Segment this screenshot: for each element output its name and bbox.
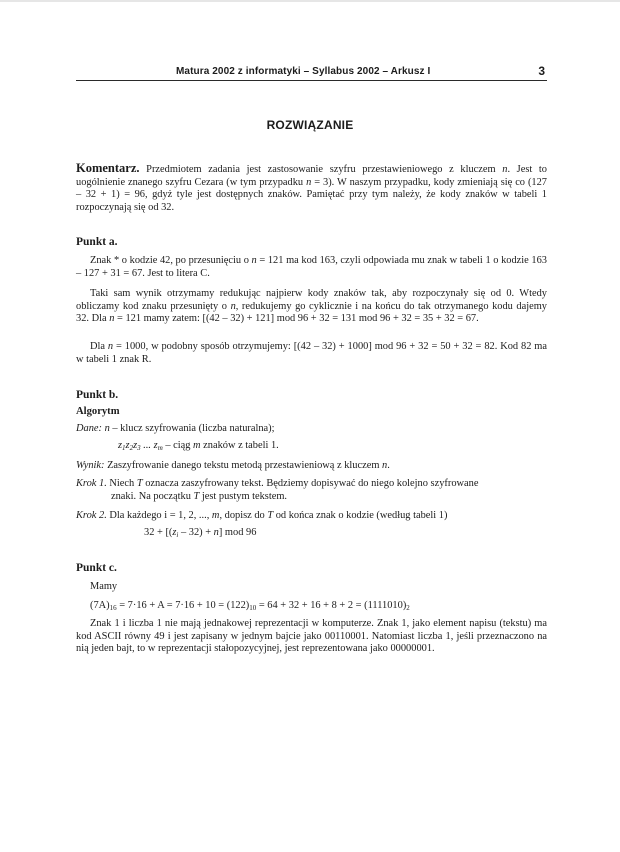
mamy-text: Mamy [90,581,118,592]
krok-1-line: Krok 1. Niech T oznacza zaszyfrowany tekst. Będziemy dopisywać do niego kolejno szyfrowane [76,478,479,489]
krok-1-line-2: znaki. Na początku T jest pustym tekstem. [111,491,288,502]
krok-2-line: Krok 2. Dla każdego i = 1, 2, ..., m, dopisz do T od końca znak o kodzie (według tabeli 1) [76,510,448,521]
sequence-line: $z_1z_2z_3$ ... $z_m$ – ciąg m znaków z tabeli 1. [118,440,279,452]
punkt-c-paragraph: Znak 1 i liczba 1 nie mają jednakowej reprezentacji w komputerze. Znak 1, jako element napisu (tekstu) ma kod ASCII równy 49 i jest zapisany w jednym bajcie jako 00110001. Natomiast liczba 1, jeśli przeznaczono na nią jeden bajt, to w reprezentacji stałopozycyjnej, jest reprezentowana jako 00000001. [76,618,547,655]
punkt-a-paragraph-1: Znak * o kodzie 42, po przesunięciu o n = 121 ma kod 163, czyli odpowiada mu znak w tabeli 1 o kodzie 163 – 127 + 31 = 67. Jest to litera C. [76,255,547,279]
cipher-formula: $32 + [(z_i - 32) + n]$ mod 96 [144,527,257,539]
punkt-a-paragraph-2: Taki sam wynik otrzymamy redukując najpierw kody znaków tak, aby rozpoczynały się od 0. Wtedy obliczamy kod znaku przesunięty o n, redukujemy go cyklicznie i na końcu do tak otrzymanego kodu dajemy 32. Dla n = 121 mamy zatem: [(42 – 32) + 121] mod 96 + 32 = 131 mod 96 + 32 = 35 + 32 = 67. [76,288,547,325]
komentarz-label: Komentarz. [76,161,140,175]
dane-line: Dane: n – klucz szyfrowania (liczba naturalna); [76,423,275,434]
running-header [76,64,547,80]
page-title: ROZWIĄZANIE [266,118,354,132]
scan-edge [0,0,620,2]
punkt-c-heading: Punkt c. [76,562,117,574]
wynik-line: Wynik: Zaszyfrowanie danego tekstu metodą przestawieniową z kluczem n. [76,460,390,471]
punkt-a-paragraph-3: Dla n = 1000, w podobny sposób otrzymujemy: [(42 – 32) + 1000] mod 96 + 32 = 50 + 32 = 82. Kod 82 ma w tabeli 1 znak R. [76,341,548,365]
page-number: 3 [538,64,545,78]
header-rule [76,80,547,81]
komentarz-paragraph: Komentarz. Przedmiotem zadania jest zastosowanie szyfru przestawieniowego z kluczem n. Jest to uogólnienie znanego szyfru Cezara (w tym przypadku n = 3). W naszym przypadku, kody zmieniają się co (127 – 32 + 1) = 96, gdyż tyle jest dostępnych znaków. Pamiętać przy tym należy, że kody znaków w tabeli 1 rozpoczynają się od 32. [76,161,547,213]
header-title: Matura 2002 z informatyki – Syllabus 2002 – Arkusz I [176,66,431,77]
algorytm-heading: Algorytm [76,406,120,417]
sequence-symbol: $z_1z_2z_3$ ... $z_m$ [118,440,163,452]
conversion-equation: $(7A)_{16} = 7\cdot 16 + A = 7\cdot 16 + 10 = (122)_{10} = 64 + 32 + 16 + 8 + 2 = (1111010)_2$ [90,600,410,612]
punkt-b-heading: Punkt b. [76,389,119,401]
punkt-a-heading: Punkt a. [76,236,118,248]
